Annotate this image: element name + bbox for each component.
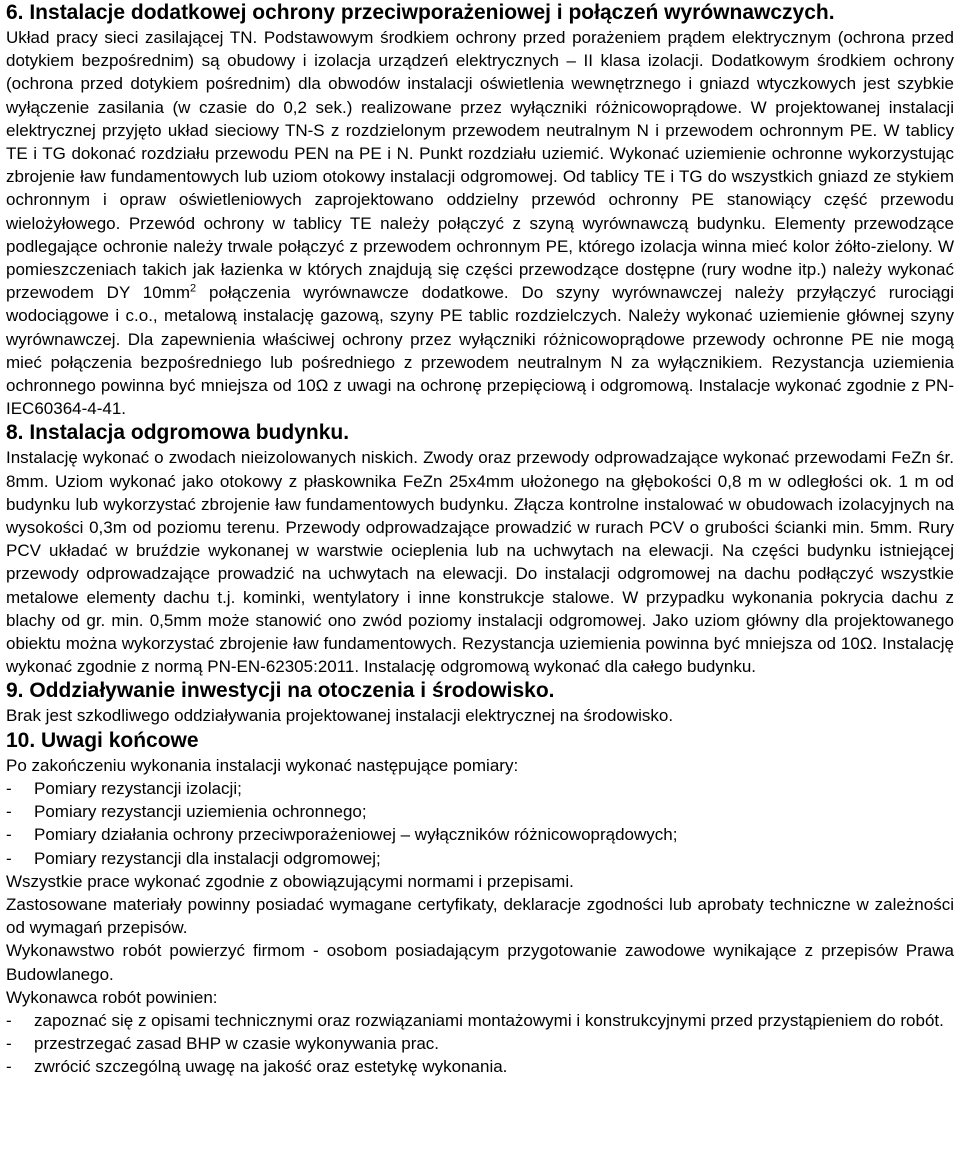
section-9-body: Brak jest szkodliwego oddziaływania projektowanej instalacji elektrycznej na środowisko. bbox=[6, 706, 674, 726]
list-item: - Pomiary rezystancji dla instalacji odgromowej; bbox=[6, 847, 954, 870]
section-10-paragraph: Wszystkie prace wykonać zgodnie z obowiązującymi normami i przepisami. bbox=[6, 871, 574, 891]
list-item: - zwrócić szczególną uwagę na jakość oraz estetykę wykonania. bbox=[6, 1055, 954, 1078]
measurements-list bbox=[6, 777, 954, 870]
list-item: - Pomiary rezystancji uziemienia ochronnego; bbox=[6, 800, 954, 823]
list-item: - Pomiary działania ochrony przeciwporażeniowej – wyłączników różnicowoprądowych; bbox=[6, 823, 954, 846]
section-10-intro: Po zakończeniu wykonania instalacji wykonać następujące pomiary: bbox=[6, 755, 519, 775]
section-6-body bbox=[6, 26, 954, 420]
section-10-paragraph: Wykonawstwo robót powierzyć firmom - osobom posiadającym przygotowanie zawodowe wynikające z przepisów Prawa Budowlanego. bbox=[6, 941, 954, 984]
list-item: - Pomiary rezystancji izolacji; bbox=[6, 777, 954, 800]
section-10-paragraph: Wykonawca robót powinien: bbox=[6, 987, 218, 1007]
section-9-heading: 9. Oddziaływanie inwestycji na otoczenia i środowisko. bbox=[6, 679, 555, 703]
section-6-text-tail: połączenia wyrównawcze dodatkowe. Do szyny wyrównawczej należy przyłączyć rurociągi wodociągowe i c.o., metalową instalację gazową, szyny PE tablic rozdzielczych. Należy wykonać uziemienie głównej szyny wyrównawczej. Dla zapewnienia właściwej ochrony przez wyłączniki różnicowoprądowe przewody ochronne PE nie mogą mieć połączenia bezpośredniego lub pośredniego z przewodem neutralnym N za wyłącznikiem. Rezystancja uziemienia ochronnego powinna być mniejsza od 10Ω z uwagi na ochronę przepięciową i odgromową. Instalacje wykonać zgodnie z PN-IEC60364-4-41. bbox=[6, 283, 954, 419]
list-item: - zapoznać się z opisami technicznymi oraz rozwiązaniami montażowymi i konstrukcyjnymi przed przystąpieniem do robót. bbox=[6, 1009, 954, 1032]
section-8-heading: 8. Instalacja odgromowa budynku. bbox=[6, 421, 350, 445]
superscript-squared: 2 bbox=[190, 282, 197, 295]
section-10-heading: 10. Uwagi końcowe bbox=[6, 728, 199, 752]
list-item: - przestrzegać zasad BHP w czasie wykonywania prac. bbox=[6, 1032, 954, 1055]
section-8-body: Instalację wykonać o zwodach nieizolowanych niskich. Zwody oraz przewody odprowadzające wykonać przewodami FeZn śr. 8mm. Uziom wykonać jako otokowy z płaskownika FeZn 25x4mm ułożonego na głębokości 0,8 m w odległości ok. 1 m od budynku lub wykorzystać zbrojenie ław fundamentowych budynku. Złącza kontrolne instalować w obudowach izolacyjnych na wysokości 0,3m od poziomu terenu. Przewody odprowadzające prowadzić w rurach PCV o grubości ścianki min. 5mm. Rury PCV układać w bruździe wykonanej w warstwie ocieplenia lub na uchwytach na elewacji. Na części budynku istniejącej przewody odprowadzające prowadzić na uchwytach na elewacji. Do instalacji odgromowej na dachu podłączyć wszystkie metalowe elementy dachu t.j. kominki, wentylatory i inne konstrukcje stalowe. W przypadku wykonania pokrycia dachu z blachy od gr. min. 0,5mm może stanowić ono zwód poziomy instalacji odgromowej. Jako uziom główny dla projektowanego obiektu można wykorzystać zbrojenie ław fundamentowych. Rezystancja uziemienia powinna być mniejsza od 10Ω. Instalację wykonać zgodnie z normą PN-EN-62305:2011. Instalację odgromową wykonać dla całego budynku. bbox=[6, 448, 954, 677]
section-6-text: Układ pracy sieci zasilającej TN. Podstawowym środkiem ochrony przed porażeniem prądem elektrycznym (ochrona przed dotykiem bezpośrednim) są obudowy i izolacja urządzeń elektrycznych – II klasa izolacji. Dodatkowym środkiem ochrony (ochrona przed dotykiem pośrednim) dla obwodów instalacji oświetlenia wewnętrznego i gniazd wtyczkowych jest szybkie wyłączenie zasilania (w czasie do 0,2 sek.) realizowane przez wyłączniki różnicowoprądowe. W projektowanej instalacji elektrycznej przyjęto układ sieciowy TN-S z rozdzielonym przewodem neutralnym N i przewodem ochronnym PE. W tablicy TE i TG dokonać rozdziału przewodu PEN na PE i N. Punkt rozdziału uziemić. Wykonać uziemienie ochronne wykorzystując zbrojenie ław fundamentowych lub uziom otokowy instalacji odgromowej. Od tablicy TE i TG do wszystkich gniazd ze stykiem ochronnym i opraw oświetleniowych zaprojektowano oddzielny przewód ochronny PE stanowiący część przewodu wielożyłowego. Przewód ochrony w tablicy TE należy połączyć z szyną wyrównawczą budynku. Elementy przewodzące podlegające ochronie należy trwale połączyć z przewodem ochronnym PE, którego izolacja winna mieć kolor żółto-zielony. W pomieszczeniach takich jak łazienka w których znajdują się części przewodzące dostępne (rury wodne itp.) należy wykonać przewodem DY 10mm bbox=[6, 28, 954, 303]
section-6-heading: 6. Instalacje dodatkowej ochrony przeciwporażeniowej i połączeń wyrównawczych. bbox=[6, 1, 835, 24]
section-10-paragraph: Zastosowane materiały powinny posiadać wymagane certyfikaty, deklaracje zgodności lub aprobaty techniczne w zależności od wymagań przepisów. bbox=[6, 894, 954, 938]
duties-list bbox=[6, 1009, 954, 1079]
